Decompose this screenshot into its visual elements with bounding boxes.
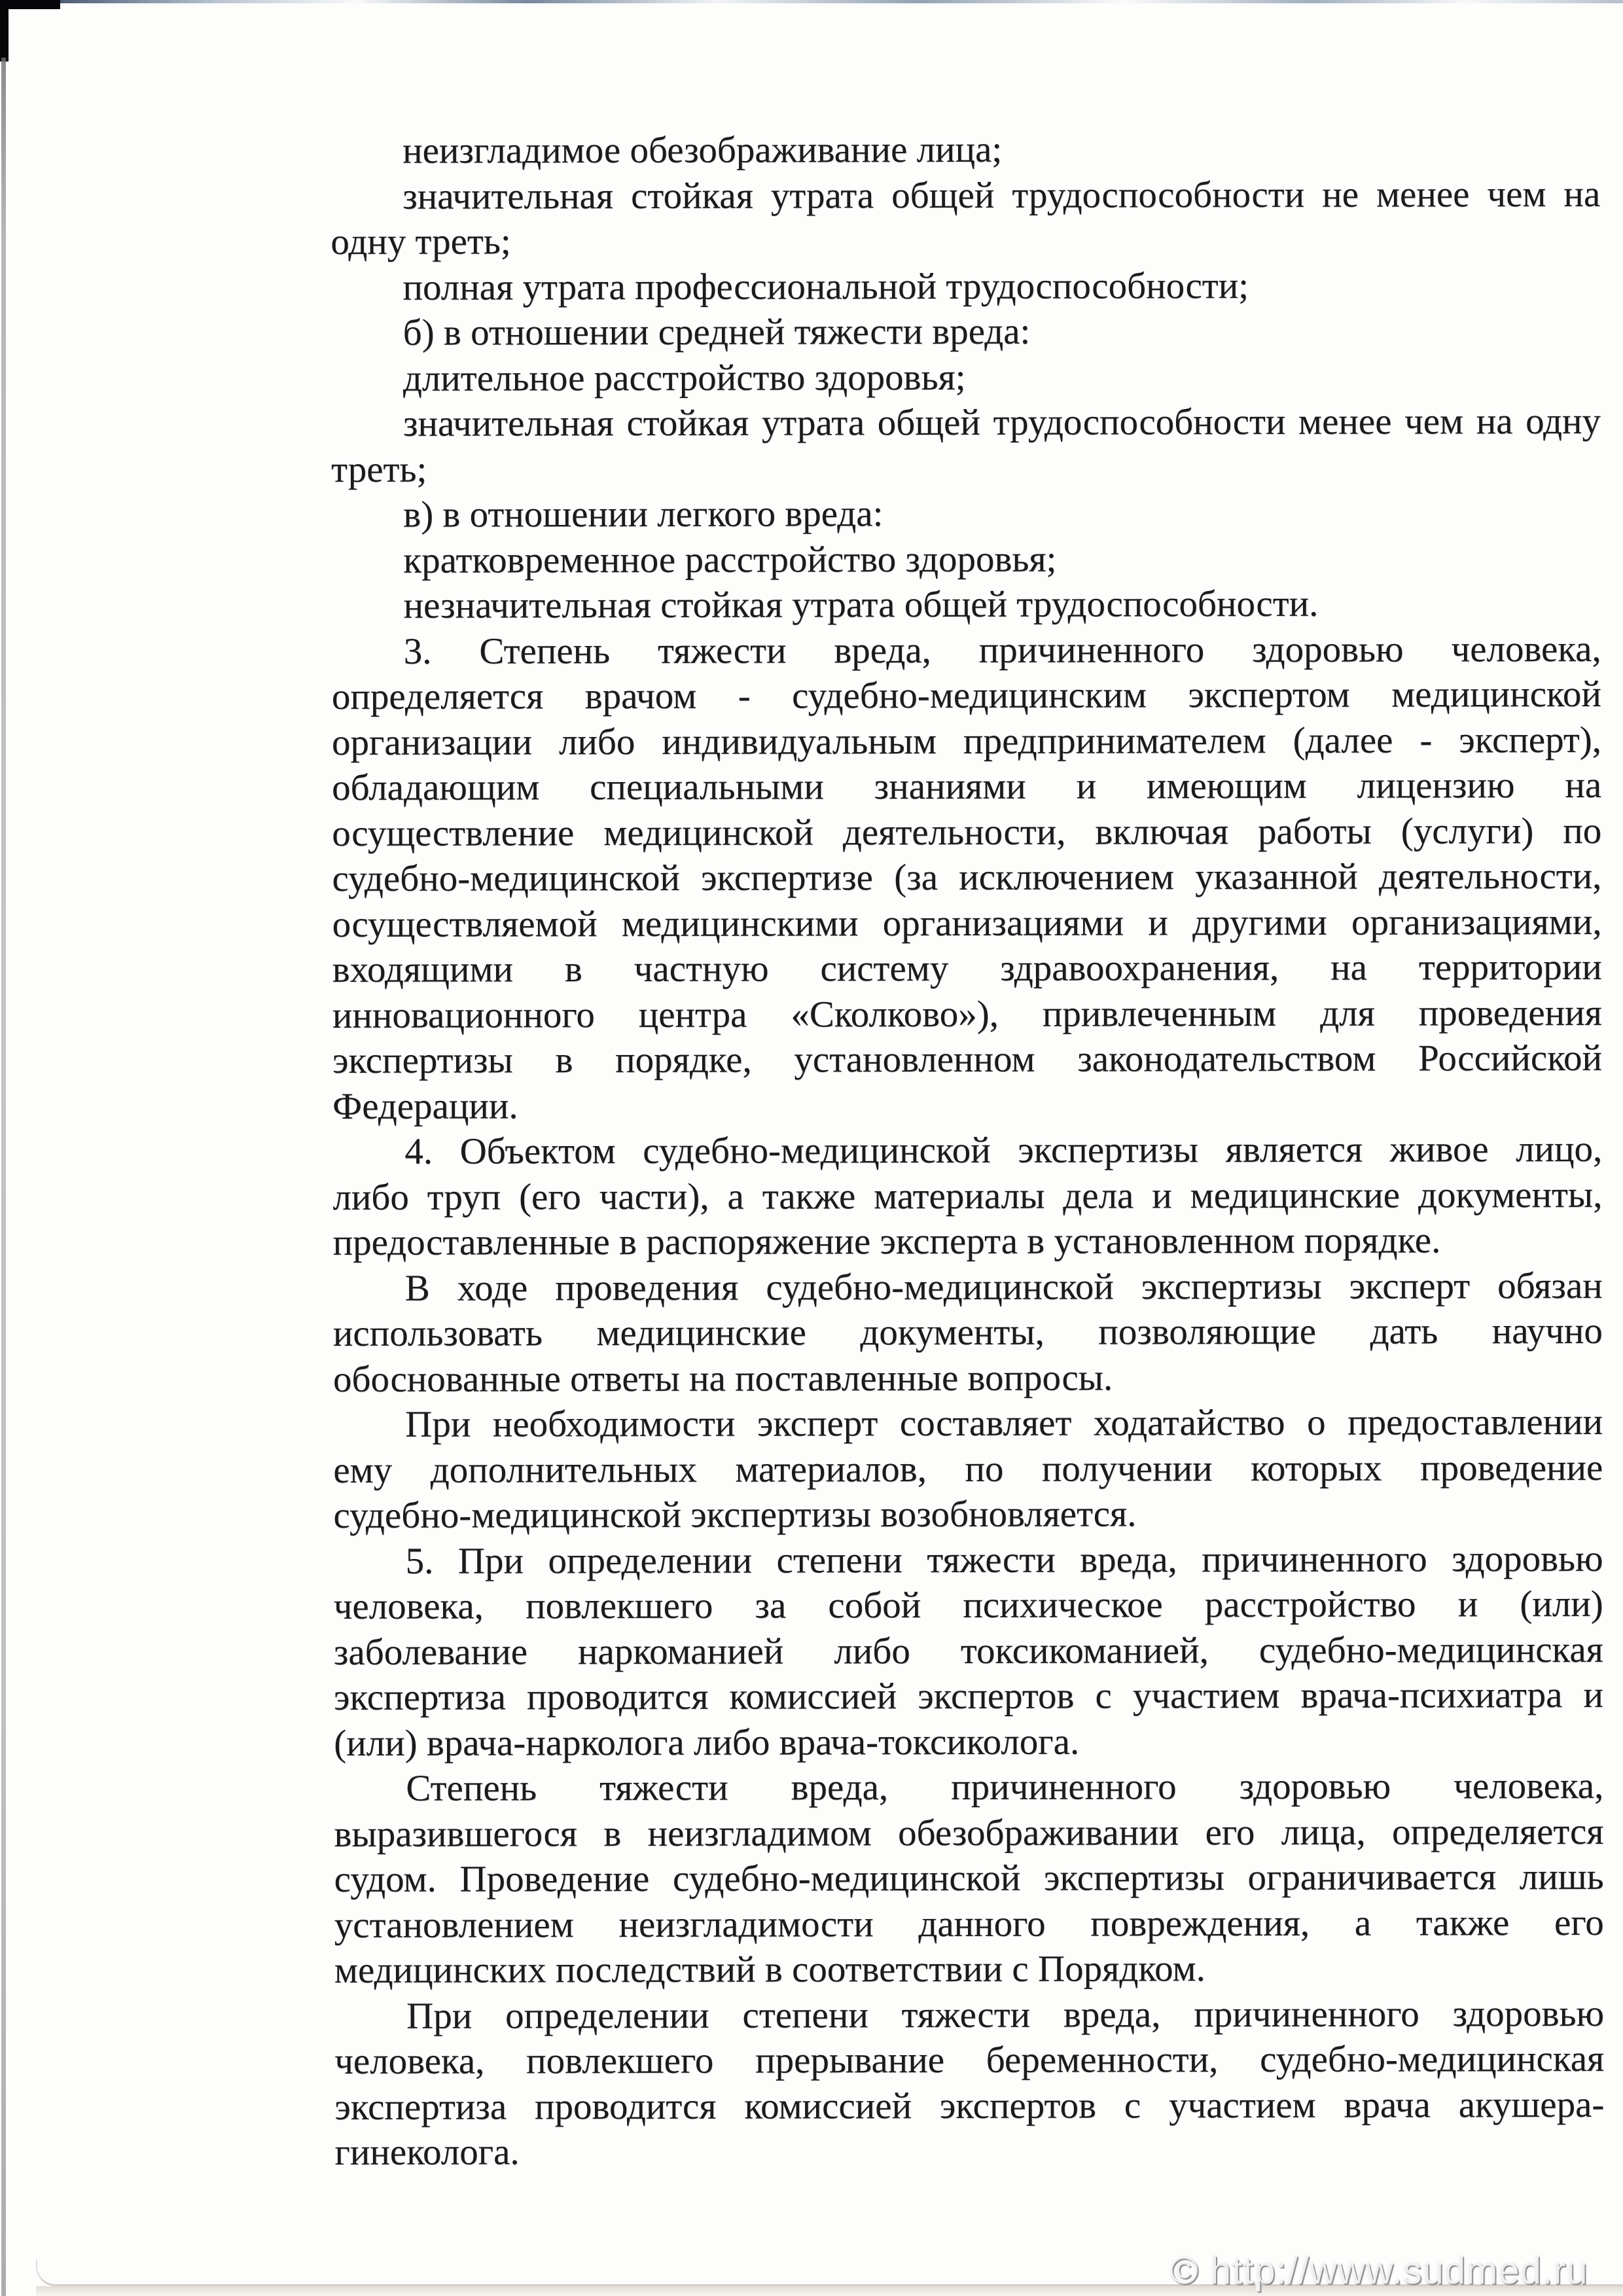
- text-line: 4. Объектом судебно-медицинской экспертизы является живое лицо,: [404, 1128, 1603, 1172]
- text-line: неизгладимое обезображивание лица;: [402, 128, 1003, 171]
- text-line: судебно-медицинской экспертизе (за исключением указанной деятельности,: [332, 855, 1602, 899]
- text-line: либо труп (его части), а также материалы дела и медицинские документы,: [332, 1174, 1603, 1218]
- text-line: кратковременное расстройство здоровья;: [403, 538, 1057, 581]
- text-line: (или) врача-нарколога либо врача-токсиколога.: [334, 1721, 1080, 1764]
- text-line: экспертизы в порядке, установленном законодательством Российской: [332, 1037, 1603, 1081]
- scan-corner-mark-top: [0, 0, 60, 9]
- text-line: значительная стойкая утрата общей трудоспособности менее чем на одну: [402, 400, 1601, 444]
- text-line: установлением неизгладимости данного повреждения, а также его: [334, 1901, 1604, 1946]
- watermark-url: © http://www.sudmed.ru: [1170, 2250, 1588, 2292]
- text-line: входящими в частную систему здравоохранения, на территории: [332, 946, 1602, 990]
- text-line: предоставленные в распоряжение эксперта в установленном порядке.: [332, 1219, 1441, 1263]
- text-line: В ходе проведения судебно-медицинской экспертизы эксперт обязан: [404, 1265, 1603, 1309]
- text-line: Федерации.: [332, 1085, 518, 1127]
- text-line: 5. При определении степени тяжести вреда, причиненного здоровью: [405, 1537, 1603, 1582]
- text-line: Степень тяжести вреда, причиненного здоровью человека,: [406, 1765, 1604, 1809]
- text-line: осуществление медицинской деятельности, включая работы (услуги) по: [332, 810, 1602, 854]
- text-line: экспертиза проводится комиссией экспертов с участием врача акушера-: [334, 2083, 1605, 2128]
- text-line: организации либо индивидуальным предпринимателем (далее - эксперт),: [331, 719, 1602, 763]
- text-line: длительное расстройство здоровья;: [402, 356, 966, 399]
- text-line: заболевание наркоманией либо токсикоманией, судебно-медицинская: [333, 1628, 1603, 1673]
- text-line: треть;: [331, 448, 427, 490]
- document-text: [330, 126, 1605, 2176]
- text-line: обладающим специальными знаниями и имеющим лицензию на: [332, 764, 1602, 808]
- text-line: При определении степени тяжести вреда, причиненного здоровью: [406, 1992, 1605, 2037]
- text-line: обоснованные ответы на поставленные вопросы.: [332, 1357, 1113, 1400]
- text-line: человека, повлекшего прерывание беременности, судебно-медицинская: [334, 2037, 1605, 2082]
- text-line: полная утрата профессиональной трудоспособности;: [402, 264, 1249, 308]
- text-line: б) в отношении средней тяжести вреда:: [402, 310, 1031, 353]
- text-line: судебно-медицинской экспертизы возобновляется.: [333, 1493, 1137, 1536]
- text-line: ему дополнительных материалов, по получении которых проведение: [333, 1446, 1603, 1491]
- text-line: медицинских последствий в соответствии с Порядком.: [334, 1948, 1205, 1991]
- text-line: судом. Проведение судебно-медицинской экспертизы ограничивается лишь: [334, 1856, 1604, 1900]
- text-line: в) в отношении легкого вреда:: [403, 493, 883, 535]
- text-line: одну треть;: [330, 221, 511, 262]
- text-line: гинеколога.: [334, 2131, 520, 2173]
- scan-left-edge: [1, 58, 6, 2296]
- text-line: 3. Степень тяжести вреда, причиненного здоровью человека,: [403, 628, 1601, 672]
- text-line: При необходимости эксперт составляет ходатайство о предоставлении: [405, 1401, 1603, 1445]
- text-line: незначительная стойкая утрата общей трудоспособности.: [403, 583, 1319, 626]
- text-line: осуществляемой медицинскими организациями и другими организациями,: [332, 901, 1602, 945]
- text-line: экспертиза проводится комиссией экспертов с участием врача-психиатра и: [333, 1674, 1604, 1718]
- scan-top-edge: [60, 0, 1623, 3]
- text-line: значительная стойкая утрата общей трудоспособности не менее чем на: [402, 173, 1601, 217]
- scan-corner-mark-side: [0, 0, 9, 62]
- text-line: использовать медицинские документы, позволяющие дать научно: [332, 1310, 1603, 1354]
- text-line: определяется врачом - судебно-медицинским экспертом медицинской: [331, 673, 1601, 717]
- text-line: выразившегося в неизгладимом обезображивании его лица, определяется: [334, 1810, 1604, 1855]
- text-line: человека, повлекшего за собой психическое расстройство и (или): [333, 1583, 1603, 1627]
- text-line: инновационного центра «Сколково»), привлеченным для проведения: [332, 992, 1602, 1036]
